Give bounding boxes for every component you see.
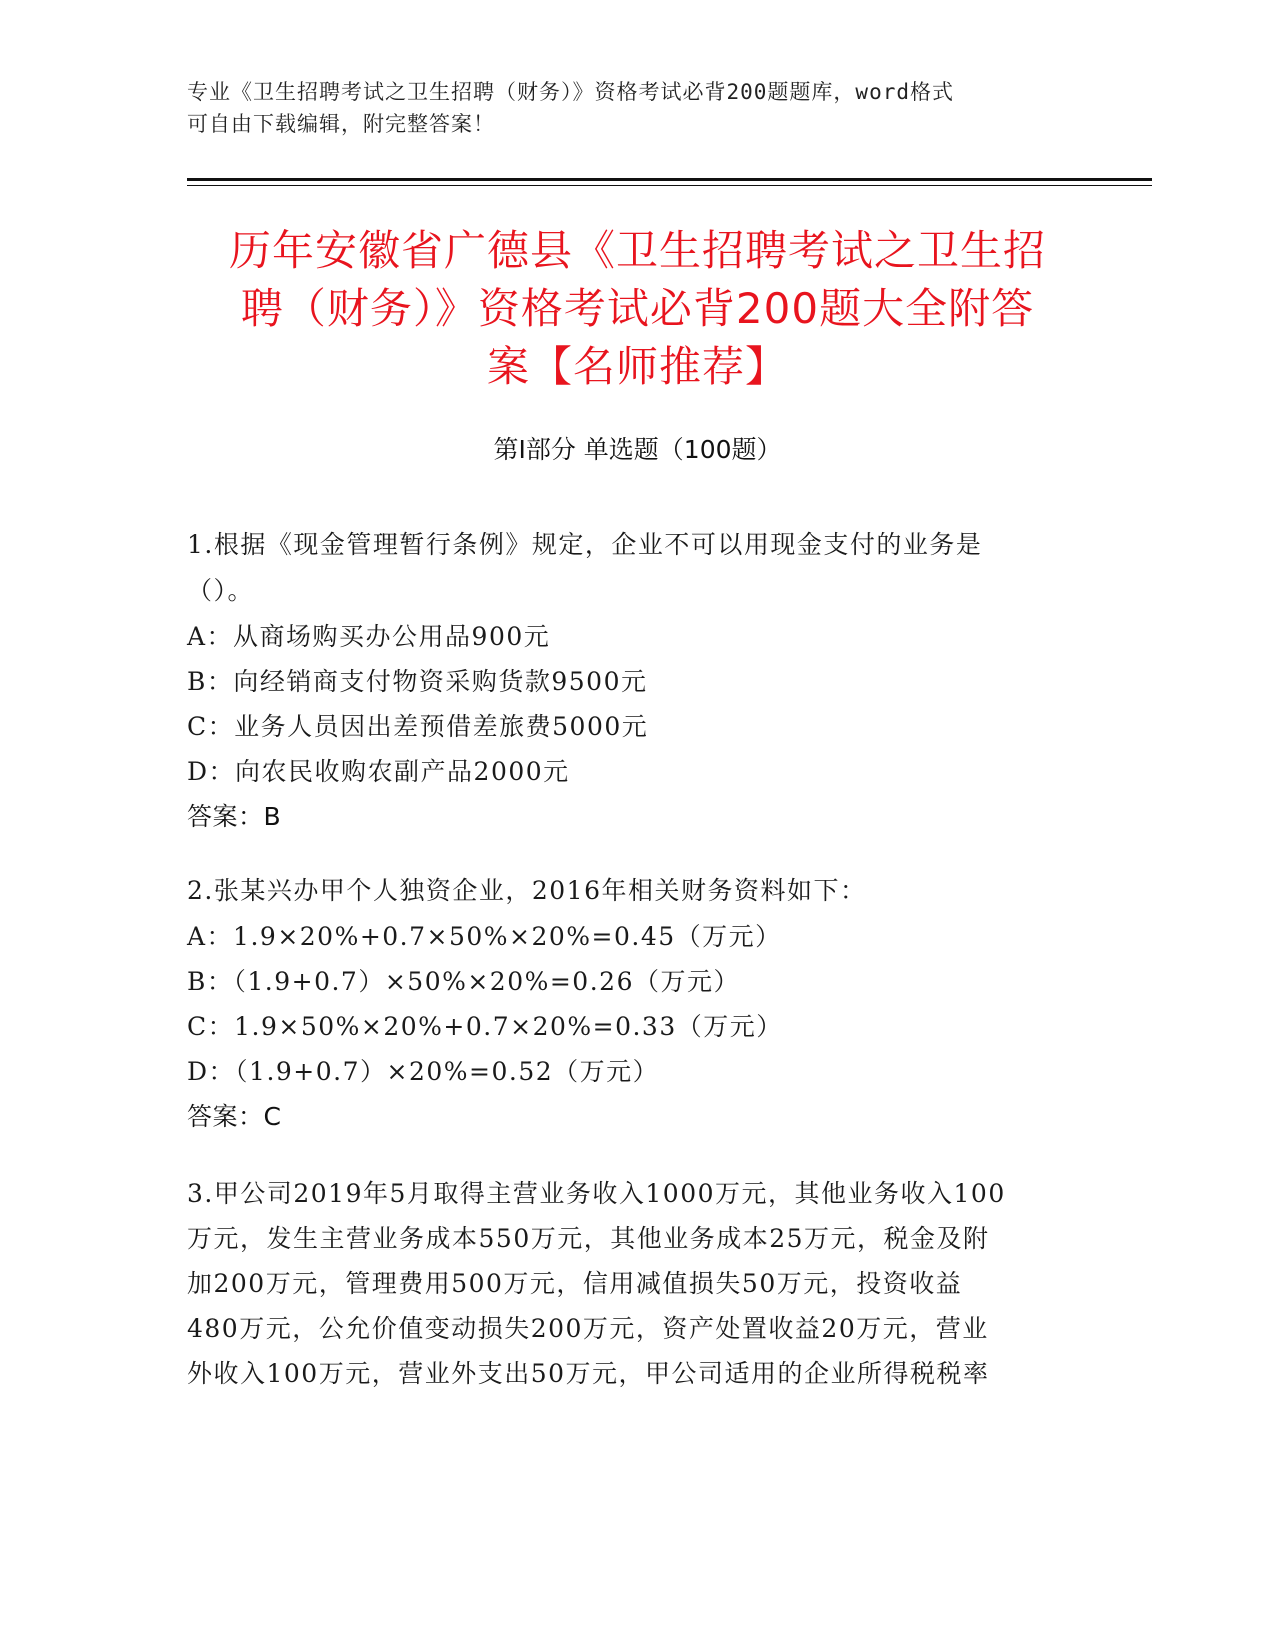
header-note-line-1: 专业《卫生招聘考试之卫生招聘（财务）》资格考试必背200题题库，word格式: [187, 80, 954, 104]
title-line-3: 案【名师推荐】: [486, 342, 788, 391]
question-stem-line: 外收入100万元，营业外支出50万元，甲公司适用的企业所得税税率: [187, 1359, 990, 1388]
option-b: B：（1.9+0.7）×50%×20%=0.26（万元）: [187, 967, 740, 996]
answer-line: 答案：C: [187, 1102, 282, 1131]
section-heading: 第Ⅰ部分 单选题（100题）: [493, 435, 782, 464]
question-stem-line: 万元，发生主营业务成本550万元，其他业务成本25万元，税金及附: [187, 1224, 990, 1253]
question-2: [187, 868, 1077, 1140]
document-title: [180, 222, 1095, 396]
option-d: D：向农民收购农副产品2000元: [187, 757, 570, 786]
option-c: C：业务人员因出差预借差旅费5000元: [187, 712, 649, 741]
question-stem: 1.根据《现金管理暂行条例》规定，企业不可以用现金支付的业务是: [187, 530, 983, 559]
question-3: [187, 1171, 1077, 1396]
answer-line: 答案：B: [187, 802, 282, 831]
option-d: D：（1.9+0.7）×20%=0.52（万元）: [187, 1057, 660, 1086]
option-a: A：1.9×20%+0.7×50%×20%=0.45（万元）: [187, 922, 782, 951]
header-divider-thick: [187, 178, 1152, 181]
title-line-2: 聘（财务）》资格考试必背200题大全附答: [240, 284, 1035, 333]
question-1: [187, 522, 1077, 840]
question-stem-line: 480万元，公允价值变动损失200万元，资产处置收益20万元，营业: [187, 1314, 989, 1343]
question-stem-line: 加200万元，管理费用500万元，信用减值损失50万元，投资收益: [187, 1269, 963, 1298]
question-stem-continued: （）。: [187, 576, 255, 605]
header-note: [187, 76, 1067, 140]
question-stem-line: 3.甲公司2019年5月取得主营业务收入1000万元，其他业务收入100: [187, 1179, 1006, 1208]
option-b: B：向经销商支付物资采购货款9500元: [187, 667, 648, 696]
option-a: A：从商场购买办公用品900元: [187, 622, 551, 651]
question-stem: 2.张某兴办甲个人独资企业，2016年相关财务资料如下：: [187, 876, 867, 905]
option-c: C：1.9×50%×20%+0.7×20%=0.33（万元）: [187, 1012, 783, 1041]
header-note-line-2: 可自由下载编辑，附完整答案！: [187, 112, 495, 136]
title-line-1: 历年安徽省广德县《卫生招聘考试之卫生招: [228, 226, 1046, 275]
header-divider-thin: [187, 185, 1152, 186]
